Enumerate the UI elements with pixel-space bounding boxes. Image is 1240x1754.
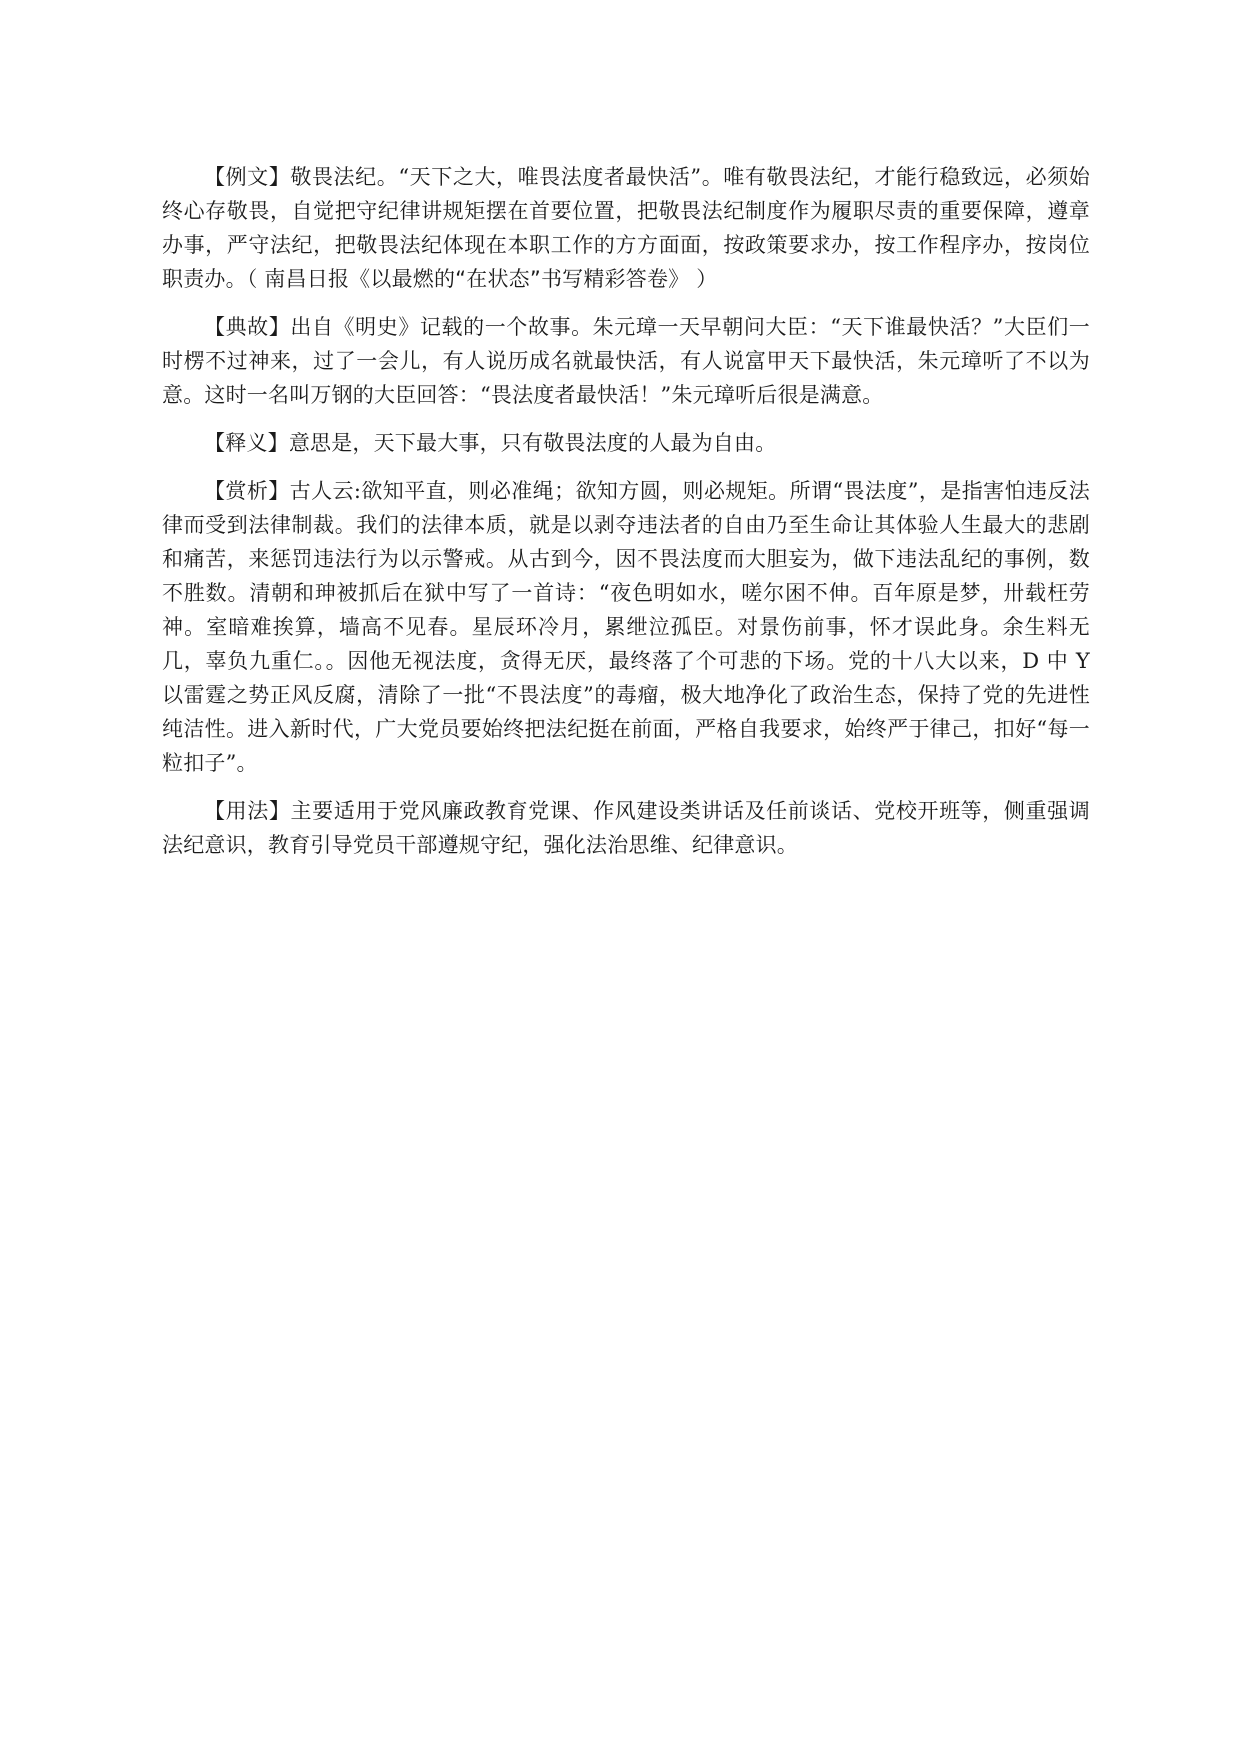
paragraph-text: 主要适用于党风廉政教育党课、作风建设类讲话及任前谈话、党校开班等，侧重强调法纪意识，教育引导党员干部遵规守纪，强化法治思维、纪律意识。 xyxy=(162,799,1090,857)
paragraph-text: 敬畏法纪。“天下之大，唯畏法度者最快活”。唯有敬畏法纪，才能行稳致远，必须始终心存敬畏，自觉把守纪律讲规矩摆在首要位置，把敬畏法纪制度作为履职尽责的重要保障，遵章办事，严守法纪，把敬畏法纪体现在本职工作的方方面面，按政策要求办，按工作程序办，按岗位职责办。 xyxy=(162,165,1090,291)
paragraph-appreciation xyxy=(162,474,1090,780)
paragraph-usage xyxy=(162,794,1090,862)
source-citation: （ 南昌日报《以最燃的“在状态”书写精彩答卷》 ） xyxy=(246,267,718,291)
paragraph-tag: 【例文】 xyxy=(204,165,291,189)
paragraph-meaning xyxy=(162,426,1090,460)
paragraph-tag: 【典故】 xyxy=(204,315,291,339)
paragraph-tag: 【赏析】 xyxy=(204,479,290,503)
paragraph-tag: 【用法】 xyxy=(204,799,291,823)
paragraph-text: 出自《明史》记载的一个故事。朱元璋一天早朝问大臣：“天下谁最快活？”大臣们一时楞不过神来，过了一会儿，有人说历成名就最快活，有人说富甲天下最快活，朱元璋听了不以为意。这时一名叫万钢的大臣回答：“畏法度者最快活！”朱元璋听后很是满意。 xyxy=(162,315,1090,407)
paragraph-allusion xyxy=(162,310,1090,412)
paragraph-example xyxy=(162,160,1090,296)
paragraph-text: 意思是，天下最大事，只有敬畏法度的人最为自由。 xyxy=(288,431,777,455)
paragraph-text: 古人云:欲知平直，则必准绳；欲知方圆，则必规矩。所谓“畏法度”，是指害怕违反法律而受到法律制裁。我们的法律本质，就是以剥夺违法者的自由乃至生命让其体验人生最大的悲剧和痛苦，来惩罚违法行为以示警戒。从古到今，因不畏法度而大胆妄为，做下违法乱纪的事例，数不胜数。清朝和珅被抓后在狱中写了一首诗：“夜色明如水，嗟尔困不伸。百年原是梦，卅载枉劳神。室暗难挨算，墙高不见春。星辰环冷月，累绁泣孤臣。对景伤前事，怀才误此身。余生料无几，辜负九重仁。。因他无视法度，贪得无厌，最终落了个可悲的下场。党的十八大以来，D 中 Y 以雷霆之势正风反腐，清除了一批“不畏法度”的毒瘤，极大地净化了政治生态，保持了党的先进性纯洁性。进入新时代，广大党员要始终把法纪挺在前面，严格自我要求，始终严于律己，扣好“每一粒扣子”。 xyxy=(162,479,1091,775)
paragraph-tag: 【释义】 xyxy=(204,431,289,455)
document-page xyxy=(162,160,1090,876)
